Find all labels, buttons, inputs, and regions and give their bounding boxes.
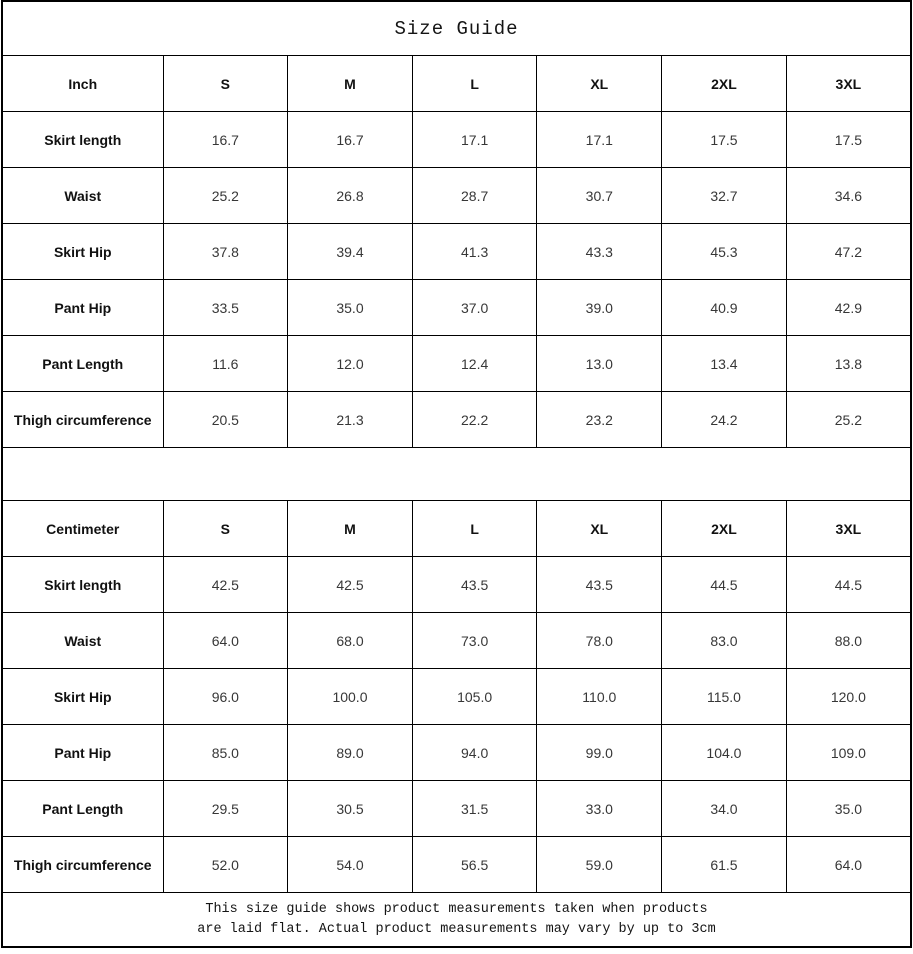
measurement-value-cell: 68.0: [288, 613, 413, 669]
size-column-header: 2XL: [662, 501, 787, 557]
title-row: [2, 1, 911, 56]
measurement-row: [2, 336, 911, 392]
measurement-value-cell: 64.0: [786, 837, 911, 893]
measurement-value-cell: 29.5: [163, 781, 288, 837]
measurement-value-cell: 47.2: [786, 224, 911, 280]
measurement-value-cell: 45.3: [662, 224, 787, 280]
measurement-value-cell: 37.0: [412, 280, 537, 336]
measurement-value-cell: 31.5: [412, 781, 537, 837]
footer-section: [2, 893, 911, 948]
size-column-header: 3XL: [786, 501, 911, 557]
measurement-value-cell: 120.0: [786, 669, 911, 725]
size-column-header: L: [412, 501, 537, 557]
measurement-row: [2, 725, 911, 781]
measurement-row: [2, 669, 911, 725]
measurement-value-cell: 39.4: [288, 224, 413, 280]
measurement-value-cell: 25.2: [786, 392, 911, 448]
measurement-label-cell: Pant Length: [2, 336, 163, 392]
size-column-header: S: [163, 56, 288, 112]
measurement-value-cell: 13.8: [786, 336, 911, 392]
size-column-header: XL: [537, 501, 662, 557]
title-section: [2, 1, 911, 56]
measurement-label-cell: Thigh circumference: [2, 392, 163, 448]
measurement-value-cell: 64.0: [163, 613, 288, 669]
table-gap: [2, 448, 911, 501]
measurement-value-cell: 115.0: [662, 669, 787, 725]
footnote-row: [2, 893, 911, 948]
measurement-value-cell: 42.9: [786, 280, 911, 336]
measurement-value-cell: 35.0: [786, 781, 911, 837]
measurement-value-cell: 40.9: [662, 280, 787, 336]
measurement-label-cell: Pant Hip: [2, 280, 163, 336]
measurement-value-cell: 99.0: [537, 725, 662, 781]
measurement-value-cell: 59.0: [537, 837, 662, 893]
measurement-value-cell: 35.0: [288, 280, 413, 336]
measurement-value-cell: 78.0: [537, 613, 662, 669]
measurement-value-cell: 44.5: [786, 557, 911, 613]
measurement-label-cell: Waist: [2, 168, 163, 224]
measurement-value-cell: 17.1: [412, 112, 537, 168]
measurement-value-cell: 110.0: [537, 669, 662, 725]
size-column-header: S: [163, 501, 288, 557]
measurement-value-cell: 56.5: [412, 837, 537, 893]
measurement-value-cell: 13.4: [662, 336, 787, 392]
measurement-value-cell: 34.0: [662, 781, 787, 837]
measurement-row: [2, 224, 911, 280]
measurement-label-cell: Pant Hip: [2, 725, 163, 781]
measurement-value-cell: 104.0: [662, 725, 787, 781]
measurement-label-cell: Skirt length: [2, 557, 163, 613]
page-title: Size Guide: [2, 1, 911, 56]
footnote-line-1: This size guide shows product measurements taken when products: [205, 901, 708, 917]
measurement-value-cell: 61.5: [662, 837, 787, 893]
measurement-value-cell: 39.0: [537, 280, 662, 336]
measurement-value-cell: 44.5: [662, 557, 787, 613]
size-header-row: [2, 501, 911, 557]
measurement-value-cell: 34.6: [786, 168, 911, 224]
measurement-value-cell: 52.0: [163, 837, 288, 893]
size-column-header: XL: [537, 56, 662, 112]
measurement-value-cell: 96.0: [163, 669, 288, 725]
measurement-value-cell: 24.2: [662, 392, 787, 448]
measurement-value-cell: 23.2: [537, 392, 662, 448]
measurement-value-cell: 88.0: [786, 613, 911, 669]
measurement-label-cell: Thigh circumference: [2, 837, 163, 893]
unit-header-cell: Centimeter: [2, 501, 163, 557]
measurement-row: [2, 112, 911, 168]
measurement-value-cell: 21.3: [288, 392, 413, 448]
measurement-value-cell: 85.0: [163, 725, 288, 781]
size-column-header: 2XL: [662, 56, 787, 112]
measurement-value-cell: 20.5: [163, 392, 288, 448]
measurement-row: [2, 392, 911, 448]
measurement-value-cell: 37.8: [163, 224, 288, 280]
measurement-label-cell: Skirt Hip: [2, 669, 163, 725]
measurement-value-cell: 105.0: [412, 669, 537, 725]
measurement-value-cell: 32.7: [662, 168, 787, 224]
size-column-header: 3XL: [786, 56, 911, 112]
measurement-value-cell: 13.0: [537, 336, 662, 392]
measurement-value-cell: 25.2: [163, 168, 288, 224]
measurement-value-cell: 100.0: [288, 669, 413, 725]
measurement-value-cell: 42.5: [288, 557, 413, 613]
measurement-value-cell: 17.1: [537, 112, 662, 168]
measurement-value-cell: 16.7: [288, 112, 413, 168]
measurement-value-cell: 26.8: [288, 168, 413, 224]
measurement-value-cell: 11.6: [163, 336, 288, 392]
measurement-value-cell: 22.2: [412, 392, 537, 448]
measurement-value-cell: 83.0: [662, 613, 787, 669]
measurement-row: [2, 613, 911, 669]
measurement-row: [2, 280, 911, 336]
footnote-line-2: are laid flat. Actual product measurements may vary by up to 3cm: [197, 921, 716, 937]
measurement-value-cell: 17.5: [662, 112, 787, 168]
measurement-value-cell: 17.5: [786, 112, 911, 168]
measurement-value-cell: 42.5: [163, 557, 288, 613]
measurement-value-cell: 43.5: [412, 557, 537, 613]
measurement-label-cell: Waist: [2, 613, 163, 669]
measurement-row: [2, 781, 911, 837]
size-column-header: M: [288, 56, 413, 112]
centimeter-table-body: [2, 501, 911, 893]
measurement-value-cell: 43.5: [537, 557, 662, 613]
measurement-row: [2, 168, 911, 224]
unit-header-cell: Inch: [2, 56, 163, 112]
measurement-label-cell: Skirt length: [2, 112, 163, 168]
measurement-value-cell: 12.4: [412, 336, 537, 392]
measurement-value-cell: 30.5: [288, 781, 413, 837]
spacer-section: [2, 448, 911, 501]
measurement-value-cell: 43.3: [537, 224, 662, 280]
size-column-header: M: [288, 501, 413, 557]
measurement-value-cell: 94.0: [412, 725, 537, 781]
measurement-value-cell: 54.0: [288, 837, 413, 893]
spacer-row: [2, 448, 911, 501]
measurement-value-cell: 41.3: [412, 224, 537, 280]
measurement-row: [2, 557, 911, 613]
measurement-value-cell: 33.0: [537, 781, 662, 837]
measurement-value-cell: 12.0: [288, 336, 413, 392]
measurement-value-cell: 16.7: [163, 112, 288, 168]
measurement-value-cell: 30.7: [537, 168, 662, 224]
measurement-value-cell: 73.0: [412, 613, 537, 669]
size-header-row: [2, 56, 911, 112]
size-guide-table: [1, 0, 912, 948]
measurement-value-cell: 28.7: [412, 168, 537, 224]
measurement-value-cell: 33.5: [163, 280, 288, 336]
measurement-value-cell: 89.0: [288, 725, 413, 781]
footnote: [2, 893, 911, 948]
inch-table-body: [2, 56, 911, 448]
measurement-value-cell: 109.0: [786, 725, 911, 781]
size-column-header: L: [412, 56, 537, 112]
measurement-label-cell: Pant Length: [2, 781, 163, 837]
measurement-row: [2, 837, 911, 893]
measurement-label-cell: Skirt Hip: [2, 224, 163, 280]
